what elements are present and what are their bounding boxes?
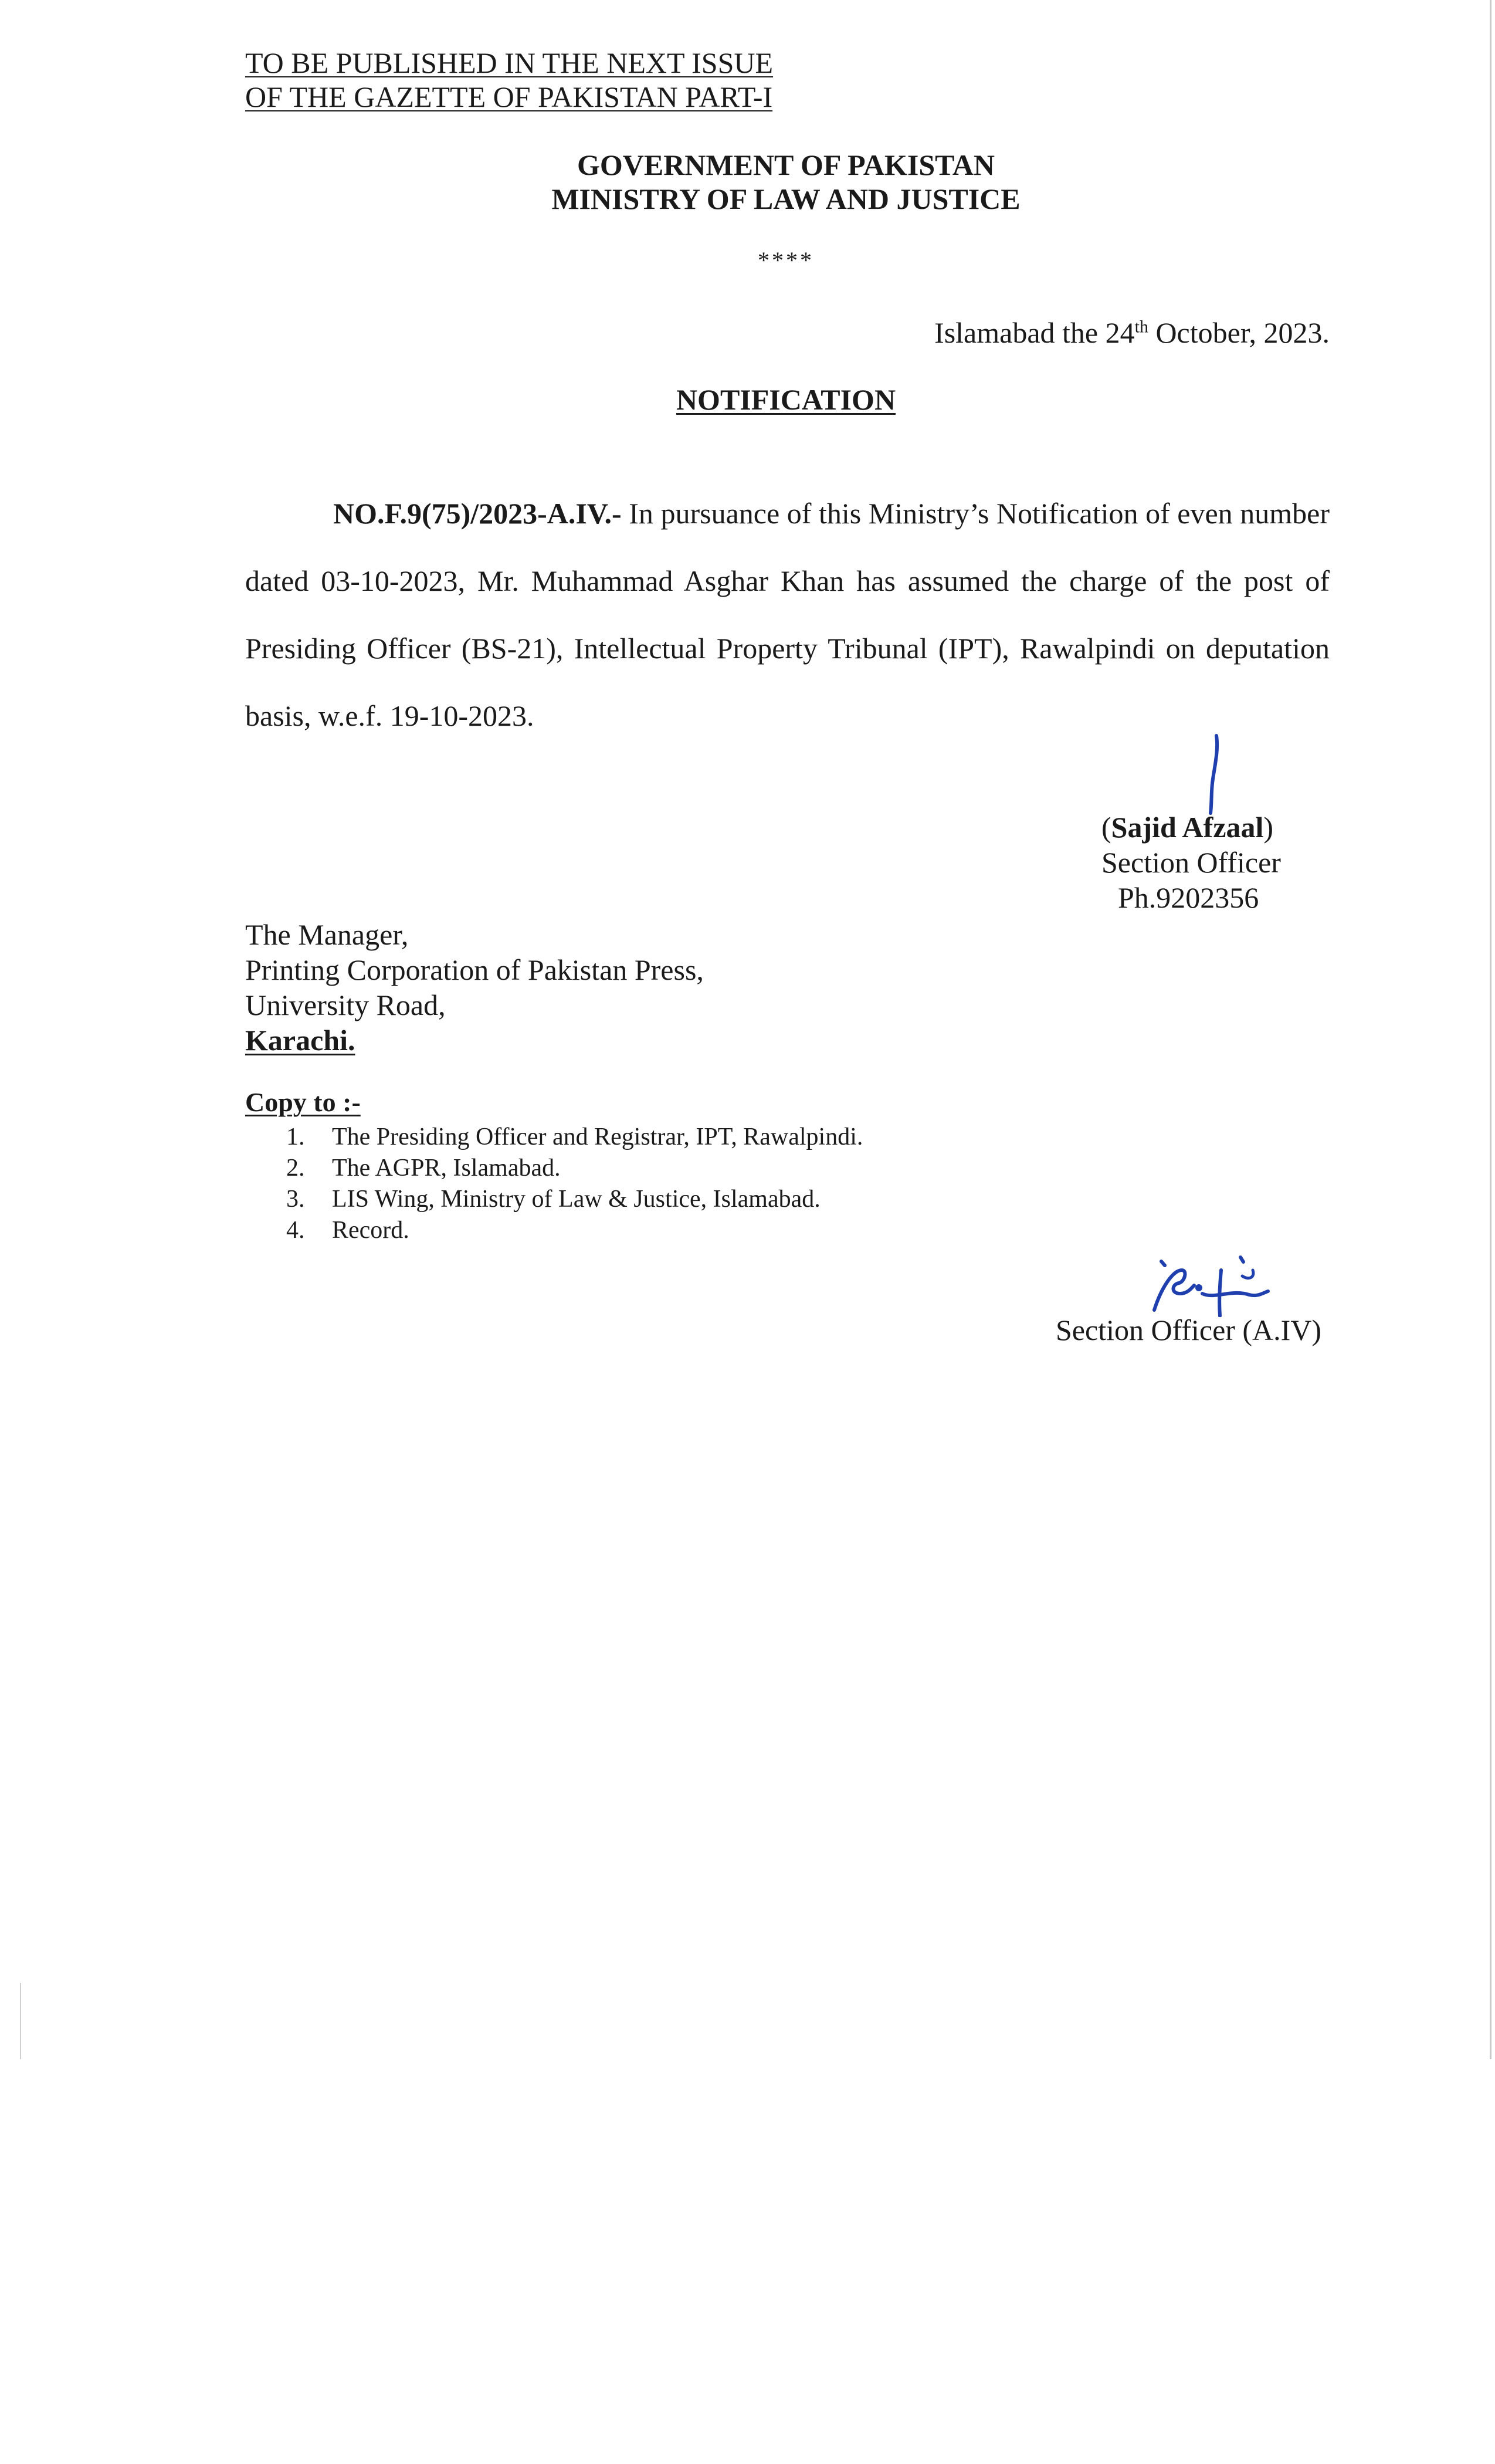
government-name: GOVERNMENT OF PAKISTAN [577,148,995,181]
separator-stars: **** [758,247,814,273]
date-rest: October, 2023. [1148,316,1330,349]
copy-to-title: Copy to :- [245,1087,361,1117]
date-ordinal: th [1134,317,1148,337]
notification-body [245,480,1330,750]
address-line-2: Printing Corporation of Pakistan Press, [245,953,704,986]
government-heading [0,148,1495,216]
initials-signature [1138,1211,1326,1317]
copy-to-list [286,1122,863,1246]
page-edge [20,1983,21,2059]
page-edge [1490,0,1491,2059]
signatory-block [1101,810,1281,915]
date-line [934,316,1330,350]
reference-number: NO.F.9(75)/2023-A.IV.- [333,497,622,530]
section-officer-designation: Section Officer (A.IV) [1056,1314,1322,1346]
publication-note-line-2: OF THE GAZETTE OF PAKISTAN PART-I [245,80,773,113]
address-city: Karachi. [245,1024,355,1057]
date-prefix: Islamabad the 24 [934,316,1135,349]
recipient-address [245,917,704,1058]
signatory-name: Sajid Afzaal [1111,811,1264,844]
list-item: 1. The Presiding Officer and Registrar, IPT, Rawalpindi. [286,1123,863,1150]
notification-title: NOTIFICATION [676,383,896,416]
signatory-designation: Section Officer [1101,846,1281,879]
publication-note-line-1: TO BE PUBLISHED IN THE NEXT ISSUE [245,46,774,79]
list-item: 3. LIS Wing, Ministry of Law & Justice, Islamabad. [286,1186,821,1213]
list-item: 4. Record. [286,1217,409,1244]
address-line-1: The Manager, [245,918,409,951]
list-item: 2. The AGPR, Islamabad. [286,1155,561,1182]
publication-note [245,46,773,114]
address-line-3: University Road, [245,989,446,1021]
ministry-name: MINISTRY OF LAW AND JUSTICE [551,182,1021,215]
signatory-phone: Ph.9202356 [1118,881,1259,914]
body-text: In pursuance of this Ministry’s Notification of even number dated 03-10-2023, Mr. Muhammad Asghar Khan has assumed the charge of the post of Presiding Officer (BS-21), Intellectual Property Tribunal (IPT), Rawalpindi on deputation basis, w.e.f. 19-10-2023. [245,497,1330,732]
signature-mark [1196,733,1232,815]
signatory-name-line: (Sajid Afzaal) [1101,811,1274,844]
